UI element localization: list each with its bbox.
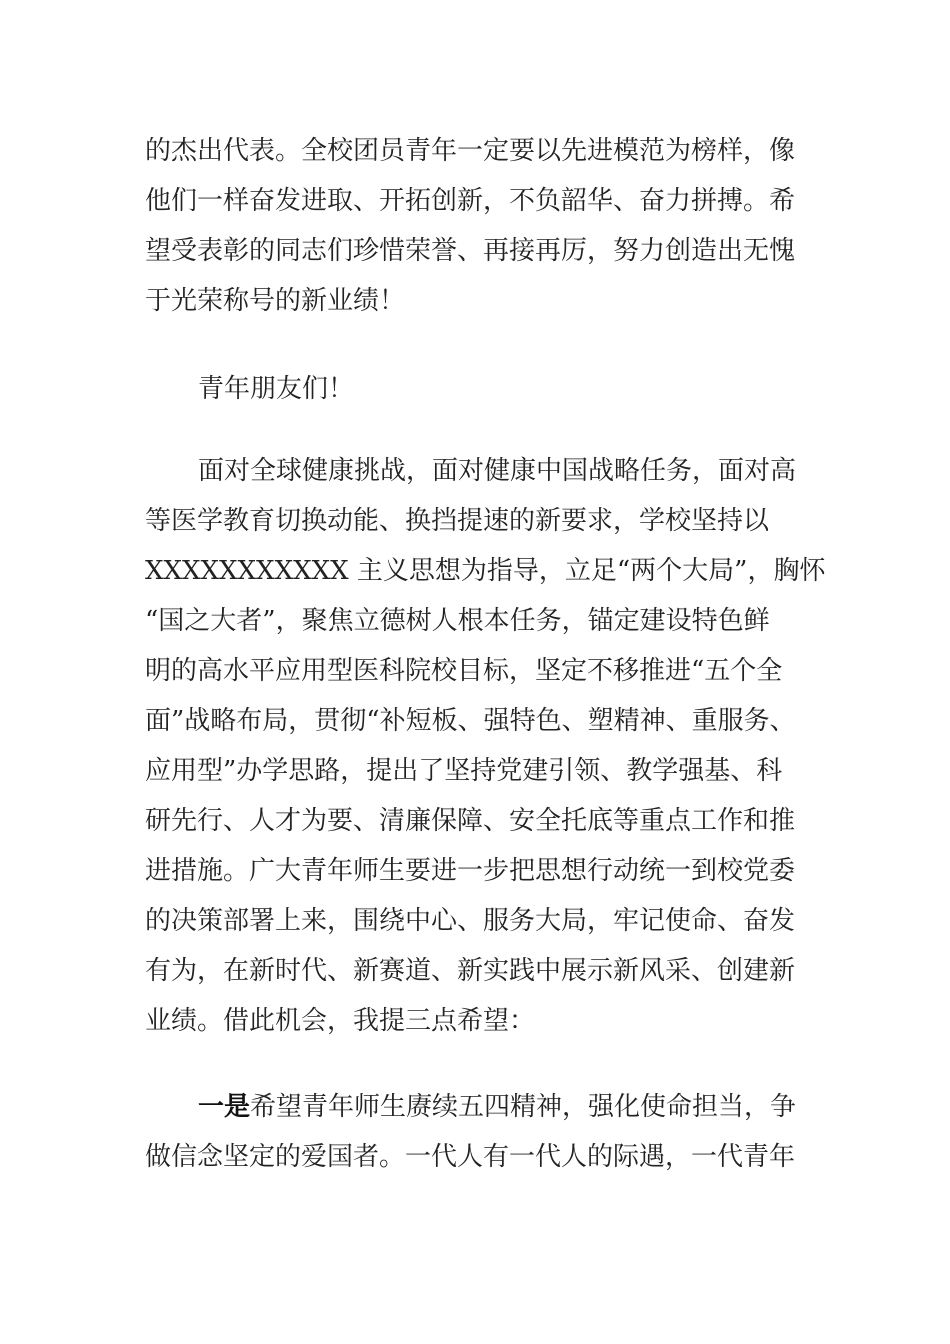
text-line: 的杰出代表。全校团员青年一定要以先进模范为榜样，像: [145, 136, 796, 166]
text-line: 做信念坚定的爱国者。一代人有一代人的际遇，一代青年: [145, 1142, 796, 1172]
text-line: [145, 1082, 815, 1132]
text-line: 应用型”办学思路，提出了坚持党建引领、教学强基、科: [145, 756, 783, 786]
paragraph-closing-commendation: [145, 126, 815, 326]
text-line: 面对全球健康挑战，面对健康中国战略任务，面对高: [198, 456, 797, 486]
text-line: 明的高水平应用型医科院校目标，坚定不移推进“五个全: [145, 656, 783, 686]
text-line: 望受表彰的同志们珍惜荣誉、再接再厉，努力创造出无愧: [145, 236, 796, 266]
paragraph-salutation: [145, 364, 815, 414]
text-line: 于光荣称号的新业绩！: [145, 286, 406, 316]
bold-lead-text: 一是: [198, 1092, 251, 1122]
text-line: 研先行、人才为要、清廉保障、安全托底等重点工作和推: [145, 806, 796, 836]
paragraph-first-hope: [145, 1082, 815, 1182]
text-line: “国之大者”，聚焦立德树人根本任务，锚定建设特色鲜: [145, 606, 770, 636]
text-line: 面”战略布局，贯彻“补短板、强特色、塑精神、重服务、: [145, 706, 796, 736]
text-line: 等医学教育切换动能、换挡提速的新要求，学校坚持以: [145, 506, 770, 536]
text-line: 的决策部署上来，围绕中心、服务大局，牢记使命、奋发: [145, 906, 796, 936]
paragraph-school-strategy: [145, 446, 826, 1046]
text-line: XXXXXXXXXXX 主义思想为指导，立足“两个大局”，胸怀: [145, 556, 826, 586]
text-line: 他们一样奋发进取、开拓创新，不负韶华、奋力拼搏。希: [145, 186, 796, 216]
text-line: 业绩。借此机会，我提三点希望：: [145, 1006, 536, 1036]
text-line: 进措施。广大青年师生要进一步把思想行动统一到校党委: [145, 856, 796, 886]
text-line: 有为，在新时代、新赛道、新实践中展示新风采、创建新: [145, 956, 796, 986]
salutation-line: 青年朋友们！: [198, 374, 355, 404]
text-line-rest: 希望青年师生赓续五四精神，强化使命担当，争: [250, 1092, 797, 1122]
